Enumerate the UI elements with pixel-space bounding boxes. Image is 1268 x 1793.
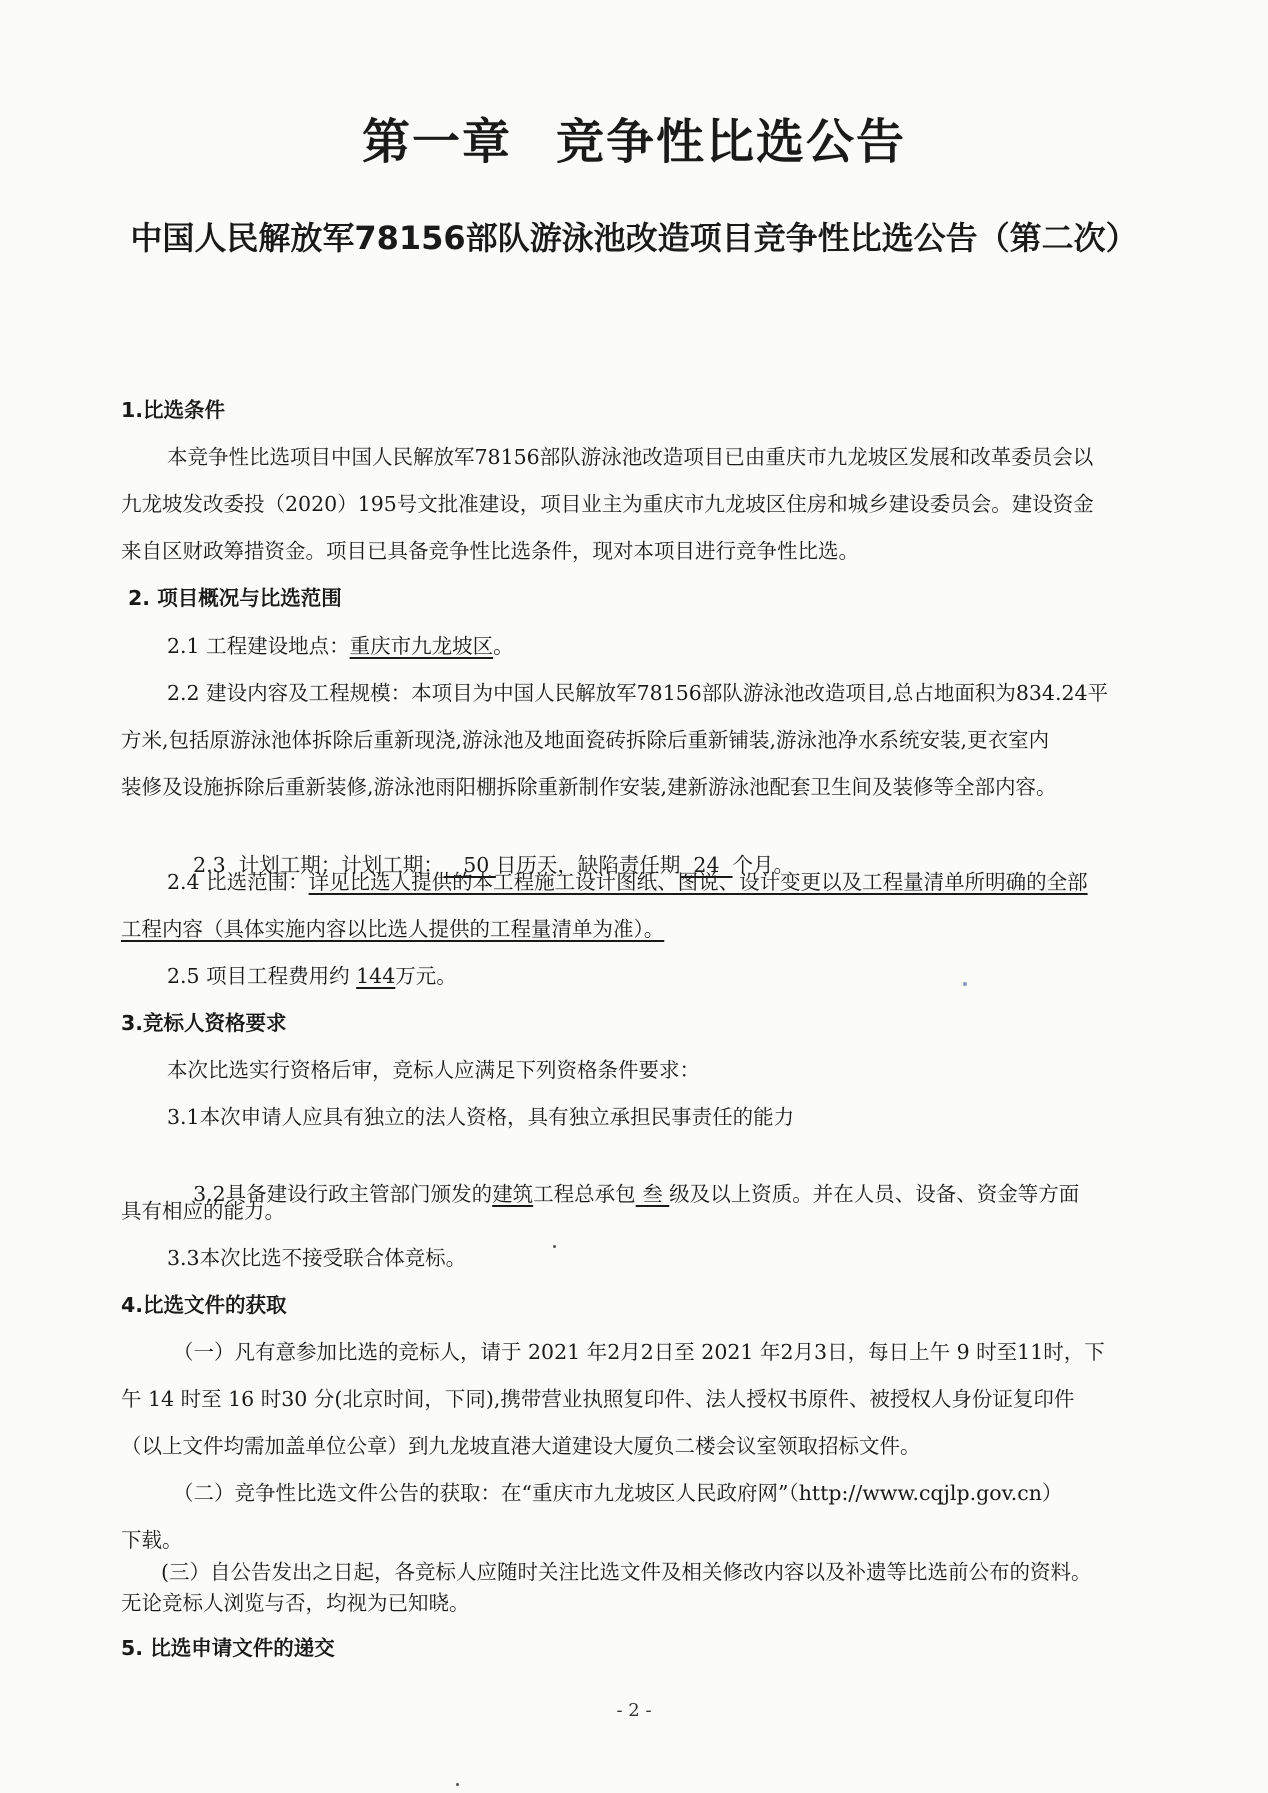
section-3-intro: 本次比选实行资格后审，竞标人应满足下列资格条件要求：: [167, 1058, 700, 1082]
project-cost: 144: [356, 964, 396, 988]
chapter-number: 第一章: [361, 114, 512, 170]
scan-speck: [553, 1245, 556, 1248]
section-4-heading: 4.比选文件的获取: [121, 1293, 287, 1317]
item-2-3-end: 个月。: [732, 853, 795, 877]
scope-text-2: 工程内容（具体实施内容以比选人提供的工程量清单为准）。: [121, 917, 665, 941]
item-2-1: [167, 631, 514, 661]
page-number: - 2 -: [616, 1700, 652, 1721]
item-3-2-mid: 工程总承包: [533, 1182, 636, 1206]
planned-duration-days: 50: [443, 853, 496, 877]
item-2-5-label: 2.5 项目工程费用约: [167, 964, 357, 988]
section-4-para-3-line-2: 无论竞标人浏览与否，均视为已知晓。: [121, 1591, 470, 1615]
scope-text-1: 详见比选人提供的本工程施工设计图纸、图说、设计变更以及工程量清单所明确的全部: [308, 870, 1088, 894]
item-2-2-line-1: 2.2 建设内容及工程规模：本项目为中国人民解放军78156部队游泳池改造项目,总占地面积为834.24平: [167, 681, 1109, 705]
item-3-2-label: 3.2具备建设行政主管部门颁发的: [193, 1182, 493, 1206]
item-3-3: 3.3本次比选不接受联合体竞标。: [167, 1246, 467, 1270]
section-4-para-1-line-3: （以上文件均需加盖单位公章）到九龙坡直港大道建设大厦负二楼会议室领取招标文件。: [121, 1434, 921, 1458]
item-3-2-line-2: 具有相应的能力。: [121, 1199, 285, 1223]
scan-speck: [963, 982, 967, 986]
section-4-para-2-line-2: 下载。: [121, 1528, 183, 1552]
item-2-1-end: 。: [493, 634, 514, 658]
item-2-5: [167, 961, 457, 991]
chapter-name: 竞争性比选公告: [556, 114, 907, 170]
qualification-type: 建筑: [492, 1182, 534, 1206]
item-2-5-end: 万元。: [395, 964, 457, 988]
construction-location: 重庆市九龙坡区: [349, 634, 494, 658]
item-3-2-end: 级及以上资质。并在人员、设备、资金等方面: [669, 1182, 1080, 1206]
item-2-4-line-1: [167, 867, 1088, 897]
chapter-title: [0, 103, 1268, 172]
item-2-4-line-2: [121, 914, 664, 944]
item-2-1-label: 2.1 工程建设地点：: [167, 634, 350, 658]
section-4-para-1-line-1: （一）凡有意参加比选的竞标人，请于 2021 年2月2日至 2021 年2月3日，每日上午 9 时至11时，下: [173, 1340, 1105, 1364]
section-1-heading: 1.比选条件: [121, 398, 226, 422]
item-2-2-line-3: 装修及设施拆除后重新装修,游泳池雨阳棚拆除重新制作安装,建新游泳池配套卫生间及装修等全部内容。: [121, 775, 1057, 799]
section-2-heading: 2. 项目概况与比选范围: [128, 586, 342, 610]
item-2-2-line-2: 方米,包括原游泳池体拆除后重新现浇,游泳池及地面瓷砖拆除后重新铺装,游泳池净水系统安装,更衣室内: [121, 728, 1050, 752]
section-1-para-line-2: 九龙坡发改委投（2020）195号文批准建设，项目业主为重庆市九龙坡区住房和城乡建设委员会。建设资金: [121, 492, 1094, 516]
section-5-heading: 5. 比选申请文件的递交: [121, 1636, 335, 1660]
scan-speck: [456, 1783, 459, 1786]
item-3-2-line-1: [167, 1149, 1079, 1239]
section-3-heading: 3.竞标人资格要求: [121, 1011, 287, 1035]
item-2-3-label: 2.3 计划工期：计划工期：: [193, 853, 444, 877]
section-4-para-3-line-1: (三）自公告发出之日起，各竞标人应随时关注比选文件及相关修改内容以及补遗等比选前公布的资料。: [161, 1560, 1092, 1584]
qualification-grade: 叁: [635, 1182, 670, 1206]
item-2-3-mid: 日历天，缺陷责任期: [495, 853, 681, 877]
defect-liability-months: 24: [680, 853, 733, 877]
document-title: 中国人民解放军78156部队游泳池改造项目竞争性比选公告（第二次）: [130, 219, 1138, 257]
section-4-para-1-line-2: 午 14 时至 16 时30 分(北京时间，下同),携带营业执照复印件、法人授权书原件、被授权人身份证复印件: [121, 1387, 1075, 1411]
item-2-4-label: 2.4 比选范围：: [167, 870, 309, 894]
section-4-para-2-line-1: （二）竞争性比选文件公告的获取：在“重庆市九龙坡区人民政府网”（http://www.cqjlp.gov.cn）: [173, 1481, 1063, 1505]
section-1-para-line-3: 来自区财政筹措资金。项目已具备竞争性比选条件，现对本项目进行竞争性比选。: [121, 539, 859, 563]
item-3-1: 3.1本次申请人应具有独立的法人资格，具有独立承担民事责任的能力: [167, 1105, 795, 1129]
section-1-para-line-1: 本竞争性比选项目中国人民解放军78156部队游泳池改造项目已由重庆市九龙坡区发展和改革委员会以: [167, 445, 1094, 469]
